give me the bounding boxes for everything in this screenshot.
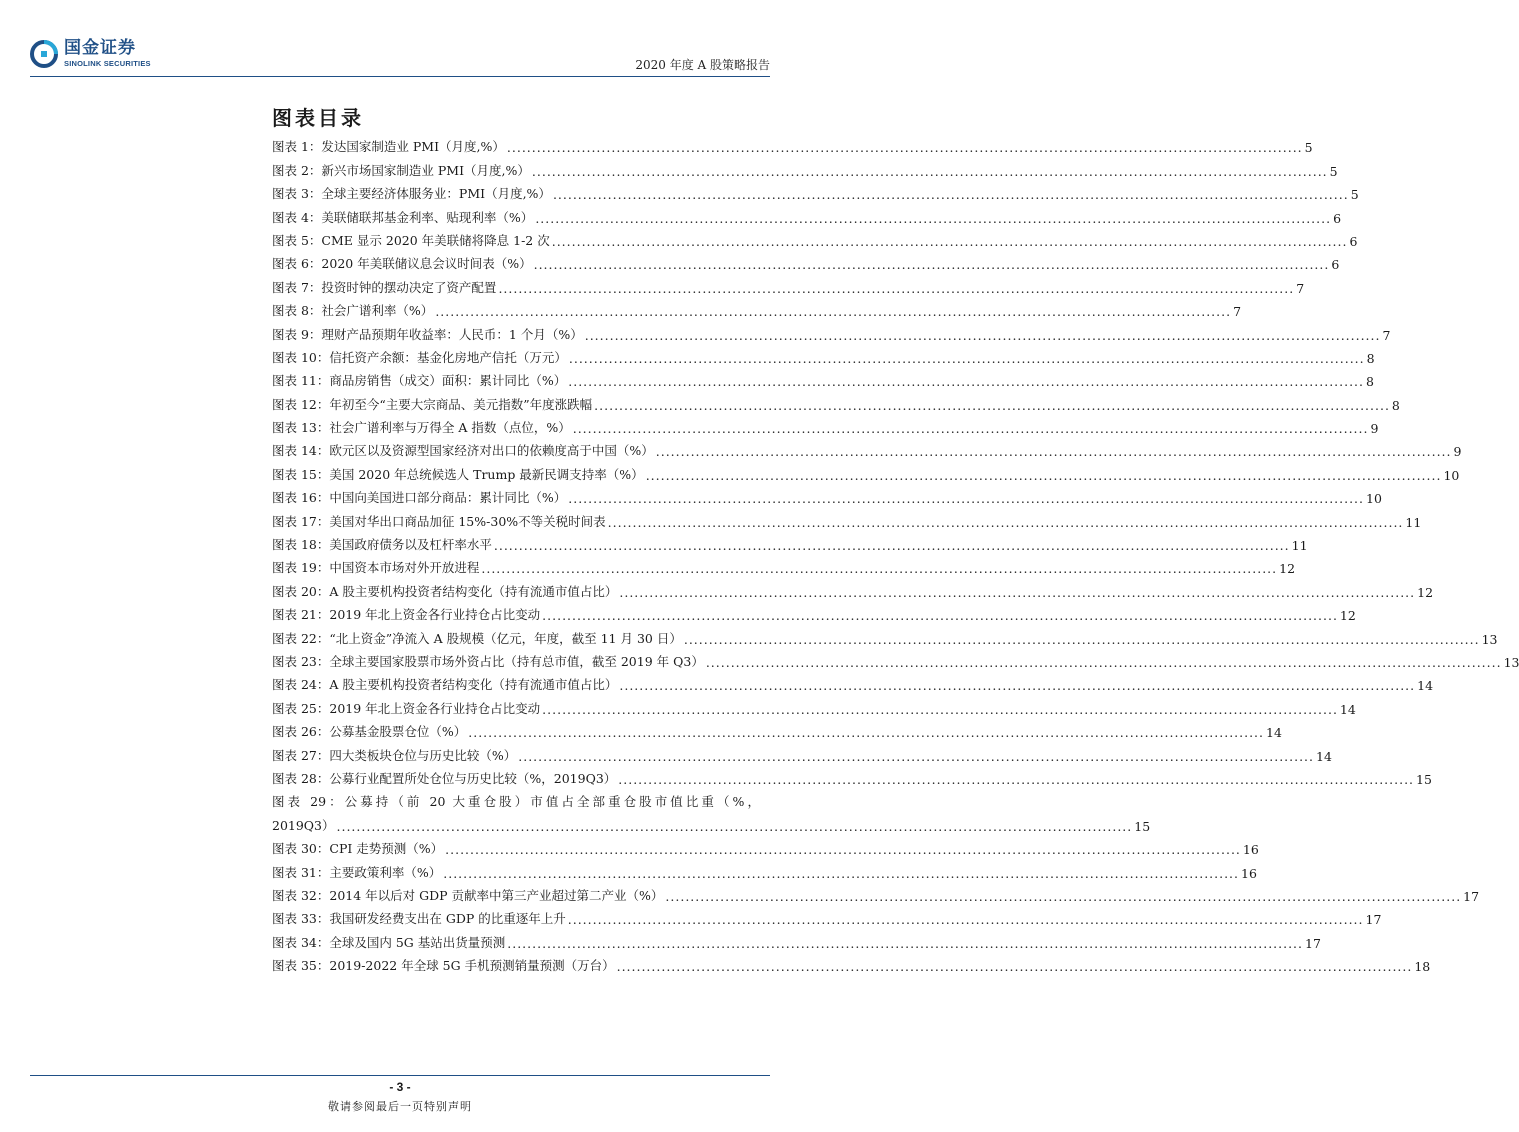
footer-disclaimer: 敬请参阅最后一页特别声明 (328, 1100, 472, 1113)
toc-page-number: 11 (1405, 514, 1422, 530)
toc-entry-label: 图表 27：四大类板块仓位与历史比较（%） (272, 747, 517, 763)
toc-entry[interactable] (272, 647, 1519, 670)
toc-page-number: 14 (1339, 701, 1356, 717)
toc-entry-label: 图表 23：全球主要国家股票市场外资占比（持有总市值，截至 2019 年 Q3） (272, 653, 704, 669)
toc-page-number: 14 (1316, 748, 1332, 764)
toc-entry-label: 图表 35：2019-2022 年全球 5G 手机预测销量预测（万台） (272, 958, 615, 974)
toc-entry-label: 图表 29：公募持（前 20 大重仓股）市值占全部重仓股市值比重（%， (272, 794, 760, 810)
toc-entry-label: 图表 6：2020 年美联储议息会议时间表（%） (272, 256, 532, 272)
figure-toc-list (272, 132, 1519, 975)
toc-entry[interactable] (272, 413, 1379, 437)
toc-title: 图表目录 (272, 106, 364, 130)
toc-entry[interactable] (272, 787, 760, 810)
toc-leader-dots (706, 656, 1502, 670)
toc-entry[interactable] (272, 483, 1382, 507)
toc-entry[interactable] (272, 226, 1358, 249)
toc-page-number: 9 (1453, 444, 1462, 460)
toc-leader-dots (568, 375, 1364, 389)
toc-entry[interactable] (272, 155, 1338, 179)
toc-page-number: 17 (1365, 912, 1382, 928)
toc-entry[interactable] (272, 717, 1282, 741)
toc-page-number: 6 (1349, 233, 1358, 249)
toc-leader-dots (568, 913, 1364, 927)
toc-page-number: 15 (1134, 818, 1151, 834)
toc-page-number: 14 (1417, 678, 1434, 694)
toc-leader-dots (684, 633, 1480, 647)
toc-entry-label: 图表 3：全球主要经济体服务业：PMI（月度,%） (272, 186, 551, 202)
toc-entry-label: 图表 2：新兴市场国家制造业 PMI（月度,%） (272, 162, 530, 178)
toc-entry-label: 图表 20：A 股主要机构投资者结构变化（持有流通市值占比） (272, 583, 618, 599)
logo-chinese-name: 国金证券 (64, 38, 136, 59)
toc-entry-label: 图表 7：投资时钟的摆动决定了资产配置 (272, 279, 497, 295)
toc-entry[interactable] (272, 202, 1342, 226)
toc-page-number: 8 (1366, 350, 1375, 366)
toc-leader-dots (518, 750, 1314, 764)
toc-entry[interactable] (272, 272, 1305, 296)
toc-entry-label: 图表 16：中国向美国进口部分商品：累计同比（%） (272, 490, 567, 506)
toc-leader-dots (569, 352, 1365, 366)
toc-leader-dots (542, 609, 1338, 623)
toc-entry-label: 图表 25：2019 年北上资金各行业持仓占比变动 (272, 700, 541, 716)
page-header (30, 40, 770, 80)
toc-entry[interactable] (272, 249, 1340, 273)
toc-leader-dots (656, 445, 1452, 459)
toc-leader-dots (535, 212, 1331, 226)
toc-leader-dots (481, 562, 1277, 576)
toc-entry-label: 图表 17：美国对华出口商品加征 15%-30%不等关税时间表 (272, 513, 606, 529)
toc-entry[interactable] (272, 319, 1391, 343)
sinolink-logo (30, 40, 151, 68)
toc-page-number: 5 (1329, 163, 1338, 179)
toc-page-number: 6 (1333, 210, 1342, 226)
toc-entry[interactable] (272, 179, 1359, 203)
toc-page-number: 7 (1382, 327, 1391, 343)
sinolink-logo-icon (30, 40, 58, 68)
toc-leader-dots (646, 469, 1442, 483)
toc-entry[interactable] (272, 366, 1374, 390)
logo-english-name: SINOLINK SECURITIES (64, 59, 151, 69)
toc-leader-dots (534, 258, 1330, 272)
toc-leader-dots (443, 867, 1239, 881)
toc-entry-label: 图表 28：公募行业配置所处仓位与历史比较（%，2019Q3） (272, 770, 617, 786)
page-number: - 3 - (389, 1080, 411, 1094)
toc-entry-label: 图表 31：主要政策利率（%） (272, 864, 442, 880)
toc-entry[interactable] (272, 436, 1462, 460)
toc-page-number: 14 (1266, 725, 1282, 741)
toc-page-number: 16 (1242, 842, 1259, 858)
toc-entry-label: 图表 9：理财产品预期年收益率：人民币：1 个月（%） (272, 326, 583, 342)
toc-entry-label: 图表 30：CPI 走势预测（%） (272, 841, 444, 857)
toc-leader-dots (618, 773, 1414, 787)
toc-entry[interactable] (272, 834, 1259, 858)
toc-entry-label: 图表 18：美国政府债务以及杠杆率水平 (272, 537, 492, 553)
toc-entry-label: 图表 19：中国资本市场对外开放进程 (272, 560, 480, 576)
toc-entry[interactable] (272, 506, 1422, 530)
toc-leader-dots (619, 586, 1415, 600)
toc-entry-label: 图表 13：社会广谱利率与万得全 A 指数（点位，%） (272, 420, 571, 436)
toc-entry-label: 图表 32：2014 年以后对 GDP 贡献率中第三产业超过第二产业（%） (272, 887, 664, 903)
toc-page-number: 7 (1233, 304, 1242, 320)
toc-leader-dots (445, 843, 1241, 857)
toc-entry-label: 图表 14：欧元区以及资源型国家经济对出口的依赖度高于中国（%） (272, 443, 654, 459)
toc-entry[interactable] (272, 343, 1375, 366)
toc-page-number: 12 (1279, 561, 1296, 577)
toc-entry[interactable] (272, 623, 1498, 647)
toc-entry[interactable] (272, 296, 1242, 320)
toc-page-number: 11 (1291, 538, 1308, 554)
toc-entry-label: 图表 12：年初至今“主要大宗商品、美元指数”年度涨跌幅 (272, 396, 593, 412)
toc-entry[interactable] (272, 764, 1432, 787)
toc-entry-label: 图表 5：CME 显示 2020 年美联储将降息 1-2 次 (272, 232, 550, 248)
toc-entry[interactable] (272, 693, 1356, 717)
toc-leader-dots (468, 726, 1264, 740)
toc-leader-dots (542, 703, 1338, 717)
toc-leader-dots (507, 141, 1303, 155)
toc-leader-dots (435, 305, 1231, 319)
toc-entry[interactable] (272, 459, 1460, 483)
toc-page-number: 12 (1339, 608, 1356, 624)
toc-entry-label: 图表 24：A 股主要机构投资者结构变化（持有流通市值占比） (272, 677, 618, 693)
toc-page-number: 8 (1366, 374, 1374, 390)
toc-leader-dots (665, 890, 1461, 904)
toc-page-number: 7 (1296, 280, 1305, 296)
toc-entry-continuation[interactable] (272, 810, 1151, 834)
toc-page-number: 13 (1503, 654, 1519, 670)
toc-leader-dots (585, 329, 1381, 343)
toc-entry-label-cont: 2019Q3） (272, 817, 335, 833)
toc-page-number: 5 (1304, 140, 1313, 156)
toc-entry-label: 图表 22：“北上资金”净流入 A 股规模（亿元，年度，截至 11 月 30 日） (272, 630, 682, 646)
toc-leader-dots (498, 282, 1294, 296)
toc-page-number: 13 (1481, 631, 1498, 647)
toc-leader-dots (553, 188, 1349, 202)
toc-leader-dots (552, 235, 1348, 249)
toc-page-number: 18 (1414, 959, 1431, 975)
toc-page-number: 9 (1370, 421, 1379, 437)
toc-entry[interactable] (272, 576, 1434, 600)
toc-page-number: 17 (1305, 935, 1321, 951)
toc-entry-label: 图表 8：社会广谱利率（%） (272, 303, 434, 319)
toc-entry[interactable] (272, 530, 1308, 554)
toc-leader-dots (619, 679, 1415, 693)
toc-entry[interactable] (272, 927, 1321, 951)
toc-entry[interactable] (272, 553, 1296, 577)
toc-leader-dots (494, 539, 1290, 553)
toc-entry-label: 图表 26：公募基金股票仓位（%） (272, 724, 467, 740)
toc-entry[interactable] (272, 670, 1434, 694)
toc-leader-dots (568, 492, 1364, 506)
report-title: 2020 年度 A 股策略报告 (635, 58, 770, 72)
header-divider (30, 76, 770, 77)
toc-page-number: 10 (1443, 467, 1460, 483)
toc-entry[interactable] (272, 740, 1332, 764)
toc-entry-label: 图表 33：我国研发经费支出在 GDP 的比重逐年上升 (272, 911, 566, 927)
toc-entry-label: 图表 11：商品房销售（成交）面积：累计同比（%） (272, 373, 567, 389)
toc-leader-dots (573, 422, 1369, 436)
toc-page-number: 5 (1350, 187, 1359, 203)
toc-leader-dots (507, 937, 1303, 951)
toc-entry[interactable] (272, 857, 1257, 881)
toc-entry-label: 图表 34：全球及国内 5G 基站出货量预测 (272, 934, 506, 950)
toc-page-number: 17 (1463, 888, 1480, 904)
toc-entry[interactable] (272, 132, 1313, 156)
toc-entry[interactable] (272, 600, 1356, 624)
toc-page-number: 6 (1331, 257, 1340, 273)
toc-entry[interactable] (272, 951, 1431, 975)
toc-page-number: 12 (1417, 584, 1434, 600)
toc-page-number: 8 (1391, 397, 1400, 413)
toc-leader-dots (337, 820, 1133, 834)
toc-page-number: 16 (1241, 865, 1257, 881)
toc-entry-label: 图表 21：2019 年北上资金各行业持仓占比变动 (272, 607, 541, 623)
toc-leader-dots (617, 960, 1413, 974)
toc-entry[interactable] (272, 881, 1480, 904)
toc-page-number: 15 (1416, 771, 1432, 787)
toc-entry-label: 图表 10：信托资产余额：基金化房地产信托（万元） (272, 349, 567, 365)
toc-entry-label: 图表 1：发达国家制造业 PMI（月度,%） (272, 139, 505, 155)
footer-divider (30, 1075, 770, 1076)
toc-entry[interactable] (272, 904, 1382, 928)
toc-leader-dots (594, 399, 1390, 413)
toc-leader-dots (532, 165, 1328, 179)
toc-entry-label: 图表 4：美联储联邦基金利率、贴现利率（%） (272, 209, 534, 225)
toc-entry[interactable] (272, 389, 1400, 413)
toc-entry-label: 图表 15：美国 2020 年总统候选人 Trump 最新民调支持率（%） (272, 466, 644, 482)
toc-page-number: 10 (1366, 491, 1382, 507)
toc-leader-dots (608, 516, 1404, 530)
